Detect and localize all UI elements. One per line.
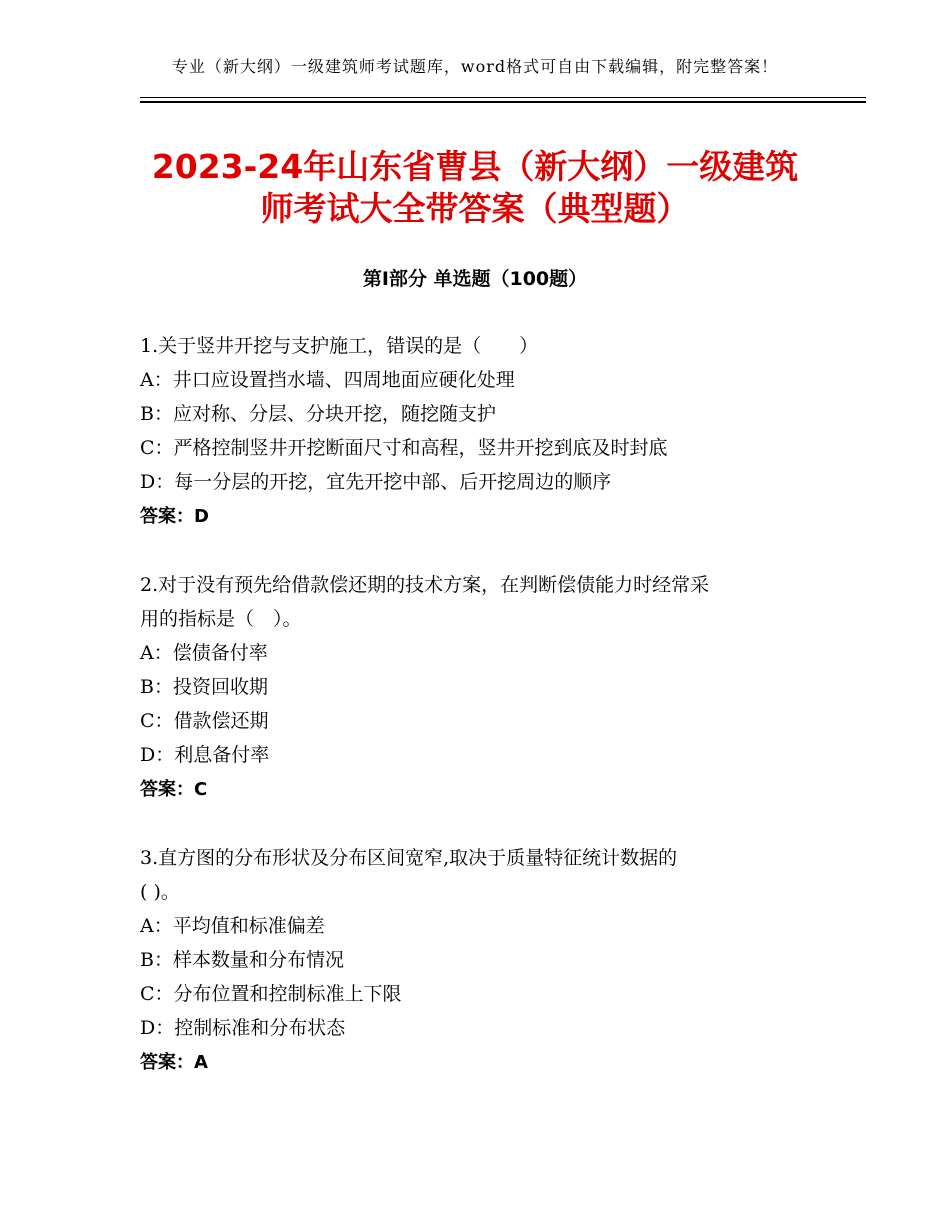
option-b: B：应对称、分层、分块开挖，随挖随支护 — [140, 403, 496, 425]
option-c: C：分布位置和控制标准上下限 — [140, 983, 402, 1005]
option-d: D：利息备付率 — [140, 744, 270, 766]
option-a: A：平均值和标准偏差 — [140, 915, 325, 937]
document-title-line-2: 师考试大全带答案（典型题） — [260, 189, 690, 228]
header-note: 专业（新大纲）一级建筑师考试题库，word格式可自由下载编辑，附完整答案！ — [171, 57, 779, 76]
question-stem: 3.直方图的分布形状及分布区间宽窄,取决于质量特征统计数据的 — [140, 847, 678, 869]
option-d: D：每一分层的开挖，宜先开挖中部、后开挖周边的顺序 — [140, 471, 612, 493]
section-heading: 第Ⅰ部分 单选题（100题） — [362, 268, 588, 290]
option-c: C：借款偿还期 — [140, 710, 269, 732]
answer: 答案：C — [140, 779, 208, 800]
option-a: A：井口应设置挡水墙、四周地面应硬化处理 — [140, 369, 515, 391]
header-rule-thin — [140, 97, 866, 98]
header-rule-thick — [140, 101, 866, 103]
answer: 答案：D — [140, 506, 209, 527]
option-b: B：样本数量和分布情况 — [140, 949, 344, 971]
option-c: C：严格控制竖井开挖断面尺寸和高程，竖井开挖到底及时封底 — [140, 437, 668, 459]
question-stem: 1.关于竖井开挖与支护施工，错误的是（ ） — [140, 335, 539, 357]
answer: 答案：A — [140, 1052, 208, 1073]
option-b: B：投资回收期 — [140, 676, 268, 698]
option-a: A：偿债备付率 — [140, 642, 268, 664]
question-stem: 用的指标是（ ）。 — [140, 608, 302, 630]
document-title-line-1: 2023-24年山东省曹县（新大纲）一级建筑 — [151, 147, 799, 186]
question-stem: 2.对于没有预先给借款偿还期的技术方案，在判断偿债能力时经常采 — [140, 574, 710, 596]
option-d: D：控制标准和分布状态 — [140, 1017, 346, 1039]
question-stem: ( )。 — [140, 881, 180, 903]
